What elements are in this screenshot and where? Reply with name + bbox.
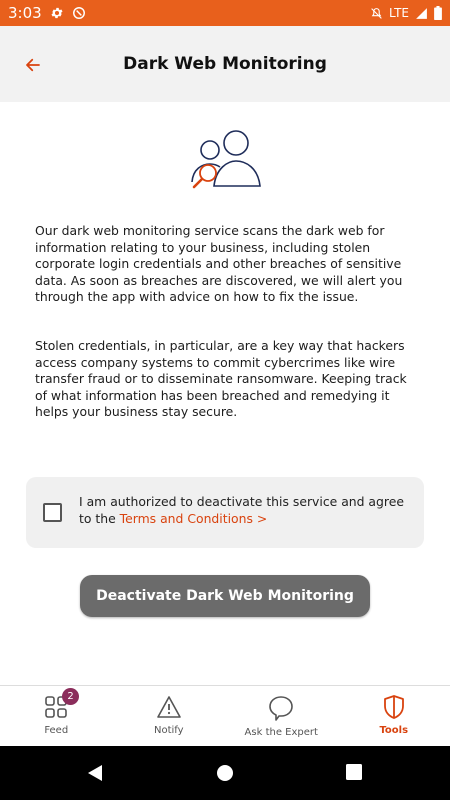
network-type: LTE [389, 6, 409, 20]
tab-feed-label: Feed [44, 725, 69, 736]
status-bar [0, 0, 450, 26]
settings-gear-icon [50, 6, 64, 20]
circle-home-icon [216, 764, 234, 782]
consent-checkbox[interactable] [43, 503, 62, 522]
app-bar [0, 26, 450, 102]
deactivate-button[interactable]: Deactivate Dark Web Monitoring [80, 575, 370, 617]
triangle-back-icon [86, 764, 104, 782]
consent-label: I am authorized to deactivate this service and agree to the [79, 494, 404, 526]
nav-recents-button[interactable] [346, 764, 362, 784]
bottom-tab-bar [0, 685, 450, 746]
status-time: 3:03 [8, 4, 42, 22]
tab-ask-the-expert-label: Ask the Expert [244, 727, 318, 738]
tab-notify-label: Notify [153, 725, 184, 736]
terms-and-conditions-link[interactable]: Terms and Conditions > [119, 511, 268, 526]
system-navigation-bar [0, 746, 450, 800]
tab-feed[interactable] [0, 686, 113, 746]
chat-bubble-icon [268, 695, 294, 721]
square-recents-icon [346, 764, 362, 780]
arrow-left-icon [24, 56, 42, 74]
description-paragraph-2: Stolen credentials, in particular, are a key way that hackers access company systems to commit cybercrimes like wire transfer fraud or to disseminate ransomware. Keeping track of what information has been breached and remedying it helps your business stay secure. [35, 338, 407, 420]
warning-icon [156, 695, 182, 719]
description-paragraph-1: Our dark web monitoring service scans the dark web for information relating to your business, including stolen corporate login credentials and other breaches of sensitive data. As soon as breaches are discovered, we will alert you through the app with advice on how to fix the issue. [35, 223, 403, 305]
tab-tools-label: Tools [379, 725, 409, 736]
users-search-icon [186, 128, 264, 194]
battery-icon [434, 6, 442, 20]
tab-tools[interactable] [338, 686, 450, 746]
tab-ask-the-expert[interactable] [225, 686, 338, 746]
tab-notify[interactable] [113, 686, 226, 746]
shield-icon [383, 695, 405, 719]
nav-home-button[interactable] [216, 764, 234, 786]
page-title: Dark Web Monitoring [123, 54, 327, 74]
nav-back-button[interactable] [86, 764, 104, 786]
back-button[interactable] [18, 50, 48, 80]
mute-icon [370, 7, 383, 20]
signal-icon [415, 7, 428, 20]
consent-card [26, 477, 424, 548]
vpn-icon [72, 6, 86, 20]
feed-badge: 2 [62, 688, 79, 705]
consent-text [79, 493, 409, 527]
